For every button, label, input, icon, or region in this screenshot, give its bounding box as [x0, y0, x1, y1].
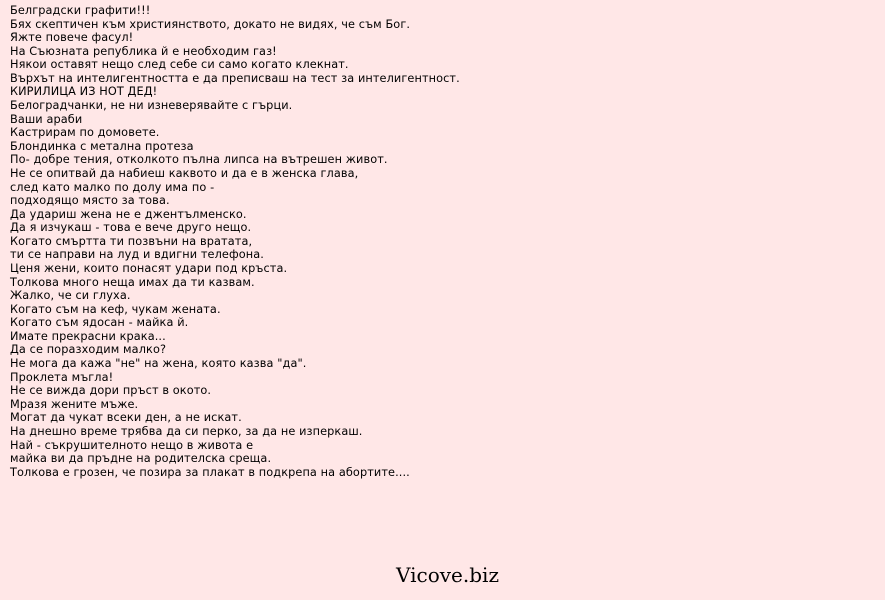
joke-line: Да се поразходим малко? — [10, 343, 167, 357]
site-watermark: Vicove.biz — [396, 563, 499, 587]
joke-line: след като малко по долу има по - — [10, 180, 215, 194]
joke-line: Върхът на интелигентността е да преписваш на тест за интелигентност. — [10, 71, 460, 85]
joke-line: Не мога да кажа "не" на жена, която казва "да". — [10, 357, 307, 371]
joke-line: Могат да чукат всеки ден, а не искат. — [10, 411, 242, 425]
joke-line: Кастрирам по домовете. — [10, 126, 160, 140]
joke-line: Блондинка с метална протеза — [10, 139, 194, 153]
joke-line: Толкова много неща имах да ти казвам. — [10, 275, 255, 289]
joke-line: Проклета мъгла! — [10, 370, 114, 384]
joke-line: Някои оставят нещо след себе си само когато клекнат. — [10, 58, 349, 72]
joke-line: Когато съм на кеф, чукам жената. — [10, 302, 221, 316]
joke-line: Когато съм ядосан - майка й. — [10, 316, 189, 330]
joke-line: Ваши араби — [10, 112, 83, 126]
joke-line: майка ви да пръдне на родителска среща. — [10, 452, 272, 466]
joke-line: Толкова е грозен, че позира за плакат в подкрепа на абортите.... — [10, 465, 410, 479]
joke-line: Не се опитвай да набиеш каквото и да е в женска глава, — [10, 166, 359, 180]
joke-line: Да я изчукаш - това е вече друго нещо. — [10, 221, 252, 235]
joke-line: Жалко, че си глуха. — [10, 289, 131, 303]
joke-line: Бях скептичен към християнството, докато не видях, че съм Бог. — [10, 17, 411, 31]
joke-line: Белоградчанки, не ни изневерявайте с гърци. — [10, 99, 293, 113]
joke-line: Не се вижда дори пръст в окото. — [10, 384, 212, 398]
joke-line: Яжте повече фасул! — [10, 31, 134, 45]
joke-line: ти се направи на луд и вдигни телефона. — [10, 248, 264, 262]
joke-line: Най - съкрушителното нещо в живота е — [10, 438, 254, 452]
joke-line: Да удариш жена не е джентълменско. — [10, 207, 247, 221]
joke-line: подходящо място за това. — [10, 194, 170, 208]
joke-line: Когато смъртта ти позвъни на вратата, — [10, 234, 253, 248]
joke-line: На Съюзната република й е необходим газ! — [10, 44, 277, 58]
joke-line: Мразя жените мъже. — [10, 397, 139, 411]
joke-title: Белградски графити!!! — [10, 4, 151, 17]
joke-line: Ценя жени, които понасят удари под кръста. — [10, 261, 288, 275]
joke-line: По- добре тения, отколкото пълна липса на вътрешен живот. — [10, 153, 388, 167]
joke-line: КИРИЛИЦА ИЗ НОТ ДЕД! — [10, 85, 158, 99]
joke-list — [10, 4, 880, 479]
joke-line: Имате прекрасни крака... — [10, 329, 166, 343]
joke-line: На днешно време трябва да си перко, за да не изперкаш. — [10, 424, 363, 438]
